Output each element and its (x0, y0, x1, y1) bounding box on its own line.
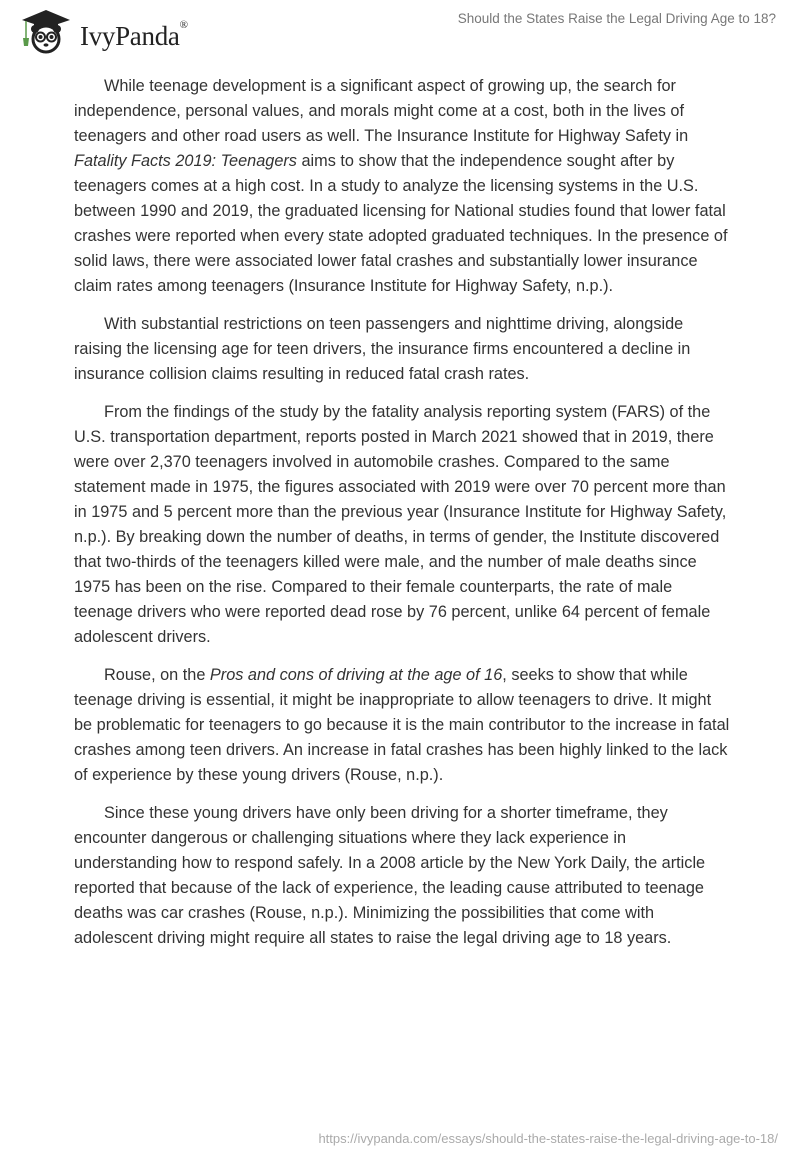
paragraph-4 (74, 663, 730, 788)
paragraph-text: Since these young drivers have only been driving for a shorter timeframe, they encounter dangerous or challenging situations where they lack experience in understanding how to respond safely. In a 2008 article by the New York Daily, the article reported that because of the lack of experience, the leading cause attributed to teenage deaths was car crashes (Rouse, n.p.). Minimizing the possibilities that come with adolescent driving might require all states to raise the legal driving age to 18 years. (74, 804, 706, 947)
paragraph-2 (74, 312, 730, 387)
document-title: Should the States Raise the Legal Driving Age to 18? (457, 11, 776, 26)
paragraph-5 (74, 801, 730, 951)
ivypanda-logo[interactable] (18, 8, 188, 54)
panda-graduate-icon (18, 8, 74, 54)
source-title: Pros and cons of driving at the age of 16 (209, 666, 503, 684)
paragraph-text: While teenage development is a significant aspect of growing up, the search for independence, personal values, and morals might come at a cost, both in the lives of teenagers and other road users as well. The Insurance Institute for Highway Safety in (74, 77, 689, 145)
paragraph-3 (74, 400, 730, 650)
registered-mark: ® (179, 18, 188, 31)
paragraph-text: Rouse, on the (104, 666, 210, 684)
paragraph-text: With substantial restrictions on teen passengers and nighttime driving, alongside raising the licensing age for teen drivers, the insurance firms encountered a decline in insurance collision claims resulting in reduced fatal crash rates. (74, 315, 691, 383)
paragraph-1 (74, 74, 730, 299)
footer-url[interactable]: https://ivypanda.com/essays/should-the-states-raise-the-legal-driving-age-to-18/ (318, 1131, 778, 1146)
paragraph-text: aims to show that the independence sought after by teenagers comes at a high cost. In a study to analyze the licensing systems in the U.S. between 1990 and 2019, the graduated licensing for National studies found that lower fatal crashes were reported when every state adopted graduated techniques. In the presence of solid laws, there were associated lower fatal crashes and substantially lower insurance claim rates among teenagers (Insurance Institute for Highway Safety, n.p.). (74, 152, 728, 295)
paragraph-text: From the findings of the study by the fatality analysis reporting system (FARS) of the U.S. transportation department, reports posted in March 2021 showed that in 2019, there were over 2,370 teenagers involved in automobile crashes. Compared to the same statement made in 1975, the figures associated with 2019 were over 70 percent more than in 1975 and 5 percent more than the previous year (Insurance Institute for Highway Safety, n.p.). By breaking down the number of deaths, in terms of gender, the Institute discovered that two-thirds of the teenagers killed were male, and the number of male deaths since 1975 has been on the rise. Compared to their female counterparts, the rate of male teenage drivers who were reported dead rose by 76 percent, unlike 64 percent of female adolescent drivers. (74, 403, 727, 646)
source-title: Fatality Facts 2019: Teenagers (74, 152, 297, 170)
essay-body (74, 74, 730, 964)
logo-text: IvyPanda (80, 20, 180, 51)
paragraph-text: , seeks to show that while teenage driving is essential, it might be inappropriate to allow teenagers to drive. It might be problematic for teenagers to go because it is the main contributor to the increase in fatal crashes among teen drivers. An increase in fatal crashes has been highly linked to the lack of experience by these young drivers (Rouse, n.p.). (74, 666, 730, 784)
